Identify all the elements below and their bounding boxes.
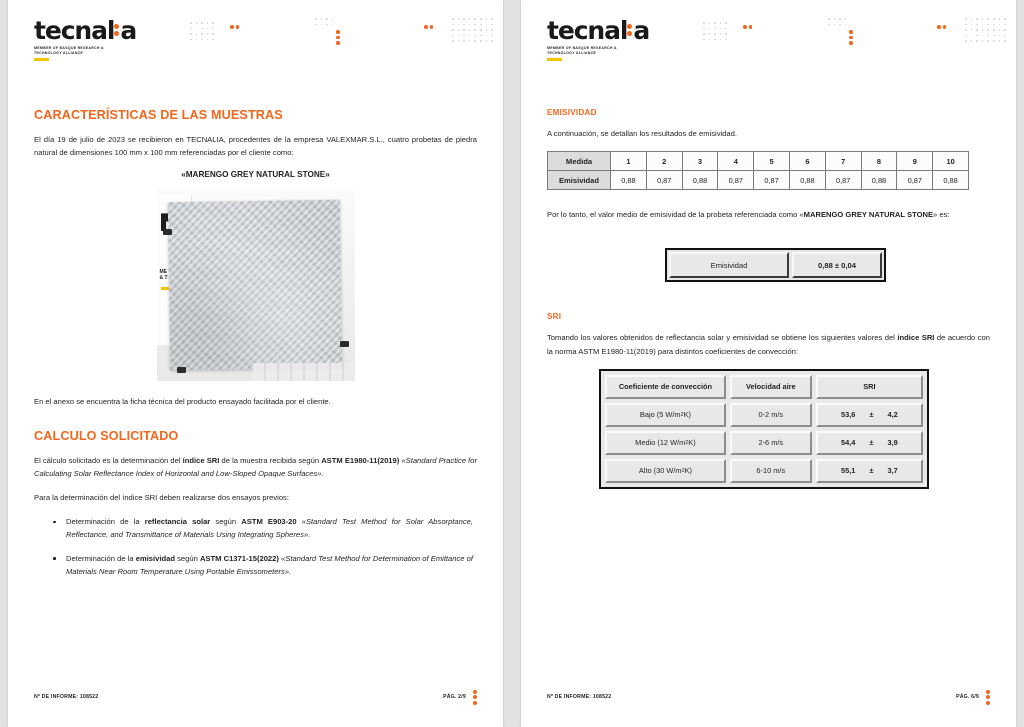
header-accent-dots-1 [743, 25, 752, 29]
sample-name: «MARENGO GREY NATURAL STONE» [181, 170, 330, 180]
header-dotfield-1 [190, 22, 214, 40]
document-page-right [521, 0, 1016, 727]
calc-text-b: índice SRI [182, 455, 220, 465]
emis-value-cell: 0,88 [861, 171, 897, 190]
left-gutter [0, 0, 8, 727]
sri-value: 55,1 [841, 466, 856, 476]
logo-word-part1: tecnal [34, 16, 115, 45]
sri-coeficiente-cell [605, 459, 726, 483]
emissivity-result-box [665, 248, 886, 282]
sri-coeficiente-cell [605, 431, 726, 455]
emis-value-cell: 0,87 [646, 171, 682, 190]
calc-text-d: ASTM E1980-11(2019) [321, 455, 400, 465]
header-accent-dots-3 [937, 25, 946, 29]
bullet1-d: ASTM E903-20 [241, 517, 297, 527]
logo-tagline: MEMBER OF BASQUE RESEARCH & TECHNOLOGY ALLIANCE [547, 46, 617, 55]
bullet2-d: ASTM C1371-15(2022) [199, 553, 279, 563]
emis-measure-cell: 10 [933, 152, 969, 171]
footer-right-right [956, 690, 990, 705]
paper-label-text: ME & T [159, 269, 168, 282]
table-row [605, 459, 923, 483]
logo-yellow-rule [34, 58, 49, 61]
table-row [605, 431, 923, 455]
table-row [605, 375, 923, 399]
page-header-left [8, 0, 503, 72]
bullet1-c: según [210, 517, 242, 527]
emis-measure-cell: 7 [825, 152, 861, 171]
sri-velocidad-cell: 6-10 m/s [730, 459, 812, 483]
footer-dots-icon [986, 690, 990, 705]
tecnalia-logo [547, 18, 649, 61]
heading-emisividad: EMISIVIDAD [547, 108, 597, 117]
page-body-left [8, 72, 503, 578]
emis-measure-cell: 1 [611, 152, 647, 171]
header-accent-dots-2 [849, 30, 853, 45]
sri-velocidad-cell: 0-2 m/s [730, 403, 812, 427]
logo-yellow-rule [547, 58, 562, 61]
sri-error: 4,2 [887, 410, 898, 420]
result-value: 0,88 ± 0,04 [792, 252, 882, 278]
page-footer-right [547, 690, 990, 705]
emis-measure-cell: 2 [646, 152, 682, 171]
sri-plusminus: ± [869, 466, 874, 476]
page-number-left: PÁG. 2/9 [443, 694, 466, 701]
stone-tile-specimen [167, 200, 341, 370]
paragraph-emisividad-intro: A continuación, se detallan los resultados de emisividad. [547, 129, 737, 138]
paragraph-ensayos-previos: Para la determinación del índice SRI deben realizarse dos ensayos previos: [34, 493, 289, 503]
sri-coef-sup: 2 [685, 439, 689, 446]
sri-coef-sup: 2 [680, 411, 684, 418]
emis-value-cell: 0,88 [611, 171, 647, 190]
paragraph-calculo [34, 454, 477, 480]
emis-value-cell: 0,88 [682, 171, 718, 190]
emissivity-table [547, 151, 969, 190]
emis-value-cell: 0,87 [718, 171, 754, 190]
photo-clip-bottom-left [177, 367, 186, 373]
page-number-right: PÁG. 6/9 [956, 694, 979, 701]
sri-value-cell [816, 431, 923, 455]
sri-plusminus: ± [869, 410, 874, 420]
page-footer-left [34, 690, 477, 705]
paragraph-intro: El día 19 de julio de 2023 se recibieron en TECNALIA, procedentes de la empresa VALEXMAR.S.L., cuatro probetas de piedra natural de dimensiones 100 mm x 100 mm referenciadas por el cliente como: [34, 135, 477, 158]
sri-text-c: de acuerdo con la norma ASTM E1980-11(2019) para distintos coeficientes de convección: [547, 333, 990, 356]
calc-text-a: El cálculo solicitado es la determinación del [34, 455, 183, 465]
sri-text-a: Tomando los valores obtenidos de reflectancia solar y emisividad se obtiene los siguientes valores del [547, 333, 898, 343]
logo-wordmark [547, 18, 649, 43]
document-page-left [8, 0, 503, 727]
header-accent-dots-3 [424, 25, 433, 29]
header-dotfield-2 [828, 18, 846, 25]
photo-clip-bottom-right [340, 341, 349, 347]
logo-colon-icon [627, 24, 632, 36]
paragraph-sri-intro [547, 331, 990, 357]
list-item [66, 515, 477, 541]
calc-text-c: de la muestra recibida según [219, 455, 322, 465]
sri-coeficiente-cell [605, 403, 726, 427]
sri-coef-sup: 2 [681, 467, 685, 474]
table-row [605, 403, 923, 427]
logo-colon-icon [114, 24, 119, 36]
emis-value-cell: 0,88 [933, 171, 969, 190]
photo-bottom-strip [253, 363, 355, 381]
table-row [548, 152, 969, 171]
photo-clip-top-left [163, 229, 172, 235]
footer-dots-icon [473, 690, 477, 705]
heading-sri: SRI [547, 312, 562, 322]
sri-text-b: índice SRI [897, 333, 935, 343]
sri-value: 53,6 [841, 410, 856, 420]
logo-word-part2: a [633, 16, 650, 45]
emis-value-cell: 0,87 [754, 171, 790, 190]
right-gutter [1016, 0, 1024, 727]
sri-coef-tail: K) [684, 466, 692, 476]
emis-value-cell: 0,88 [789, 171, 825, 190]
paragraph-valor-medio [547, 208, 990, 221]
sri-error: 3,7 [887, 466, 898, 476]
list-item [66, 552, 477, 578]
emis-row-header-1: Medida [548, 152, 611, 171]
report-number-right: Nº DE INFORME: 108522 [547, 694, 612, 701]
sri-velocidad-cell: 2-6 m/s [730, 431, 812, 455]
sri-value: 54,4 [841, 438, 856, 448]
bullet2-c: según [174, 553, 200, 563]
emis-measure-cell: 3 [682, 152, 718, 171]
ensayos-list [34, 515, 477, 578]
sri-coef-tail: K) [683, 410, 691, 420]
report-number-left: Nº DE INFORME: 108522 [34, 694, 99, 701]
bullet2-b: emisividad [135, 553, 175, 563]
emis-measure-cell: 6 [789, 152, 825, 171]
emis-measure-cell: 9 [897, 152, 933, 171]
result-label: Emisividad [669, 252, 789, 278]
page-gutter [503, 0, 521, 727]
bullet2-a: Determinación de la [66, 553, 136, 563]
sri-coef-name: Alto (30 W/m [638, 466, 682, 476]
logo-tagline: MEMBER OF BASQUE RESEARCH & TECHNOLOGY ALLIANCE [34, 46, 104, 55]
logo-wordmark [34, 18, 136, 43]
bullet1-a: Determinación de la [66, 517, 145, 527]
sri-header-sri: SRI [816, 375, 923, 399]
header-dotfield-3 [965, 18, 1006, 42]
mean-text-a: Por lo tanto, el valor medio de emisividad de la probeta referenciada como « [547, 210, 804, 220]
header-dotfield-3 [452, 18, 493, 42]
emis-value-cell: 0,87 [825, 171, 861, 190]
header-dotfield-2 [315, 18, 333, 25]
sri-header-coeficiente: Coeficiente de convección [605, 375, 726, 399]
bullet1-b: reflectancia solar [144, 517, 211, 527]
heading-calculo-solicitado: CALCULO SOLICITADO [34, 428, 179, 443]
sri-error: 3,9 [887, 438, 898, 448]
header-accent-dots-1 [230, 25, 239, 29]
emis-value-cell: 0,87 [897, 171, 933, 190]
sri-plusminus: ± [869, 438, 874, 448]
mean-text-c: » es: [933, 210, 950, 220]
tecnalia-logo [34, 18, 136, 61]
logo-word-part2: a [120, 16, 137, 45]
bullet1-e: «Standard Test Method for Solar Absorptance, Reflectance, and Transmittance of Materials Using Integrating Spheres». [66, 517, 473, 540]
bullet2-e: «Standard Test Method for Determination of Emittance of Materials Near Room Temperature Using Portable Emissometers». [66, 553, 473, 576]
header-dotfield-1 [703, 22, 727, 40]
page-body-right [521, 72, 1016, 489]
emis-row-header-2: Emisividad [548, 171, 611, 190]
page-header-right [521, 0, 1016, 72]
sri-coef-name: Bajo (5 W/m [639, 410, 681, 420]
sri-coef-tail: K) [688, 438, 696, 448]
heading-caracteristicas: CARACTERÍSTICAS DE LAS MUESTRAS [34, 108, 283, 122]
paragraph-annex: En el anexo se encuentra la ficha técnica del producto ensayado facilitada por el cliente. [34, 397, 331, 407]
sri-value-cell [816, 403, 923, 427]
sample-photo [157, 189, 355, 381]
logo-word-part1: tecnal [547, 16, 628, 45]
footer-right-left [443, 690, 477, 705]
mean-text-b: MARENGO GREY NATURAL STONE [803, 210, 934, 220]
emis-measure-cell: 8 [861, 152, 897, 171]
calc-text-e: «Standard Practice for Calculating Solar Reflectance Index of Horizontal and Low-Sloped Opaque Surfaces». [34, 455, 477, 478]
emis-measure-cell: 4 [718, 152, 754, 171]
header-accent-dots-2 [336, 30, 340, 45]
emis-measure-cell: 5 [754, 152, 790, 171]
sri-header-velocidad: Velocidad aire [730, 375, 812, 399]
sri-coef-name: Medio (12 W/m [635, 438, 686, 448]
sri-value-cell [816, 459, 923, 483]
sri-table [599, 369, 929, 489]
table-row [548, 171, 969, 190]
